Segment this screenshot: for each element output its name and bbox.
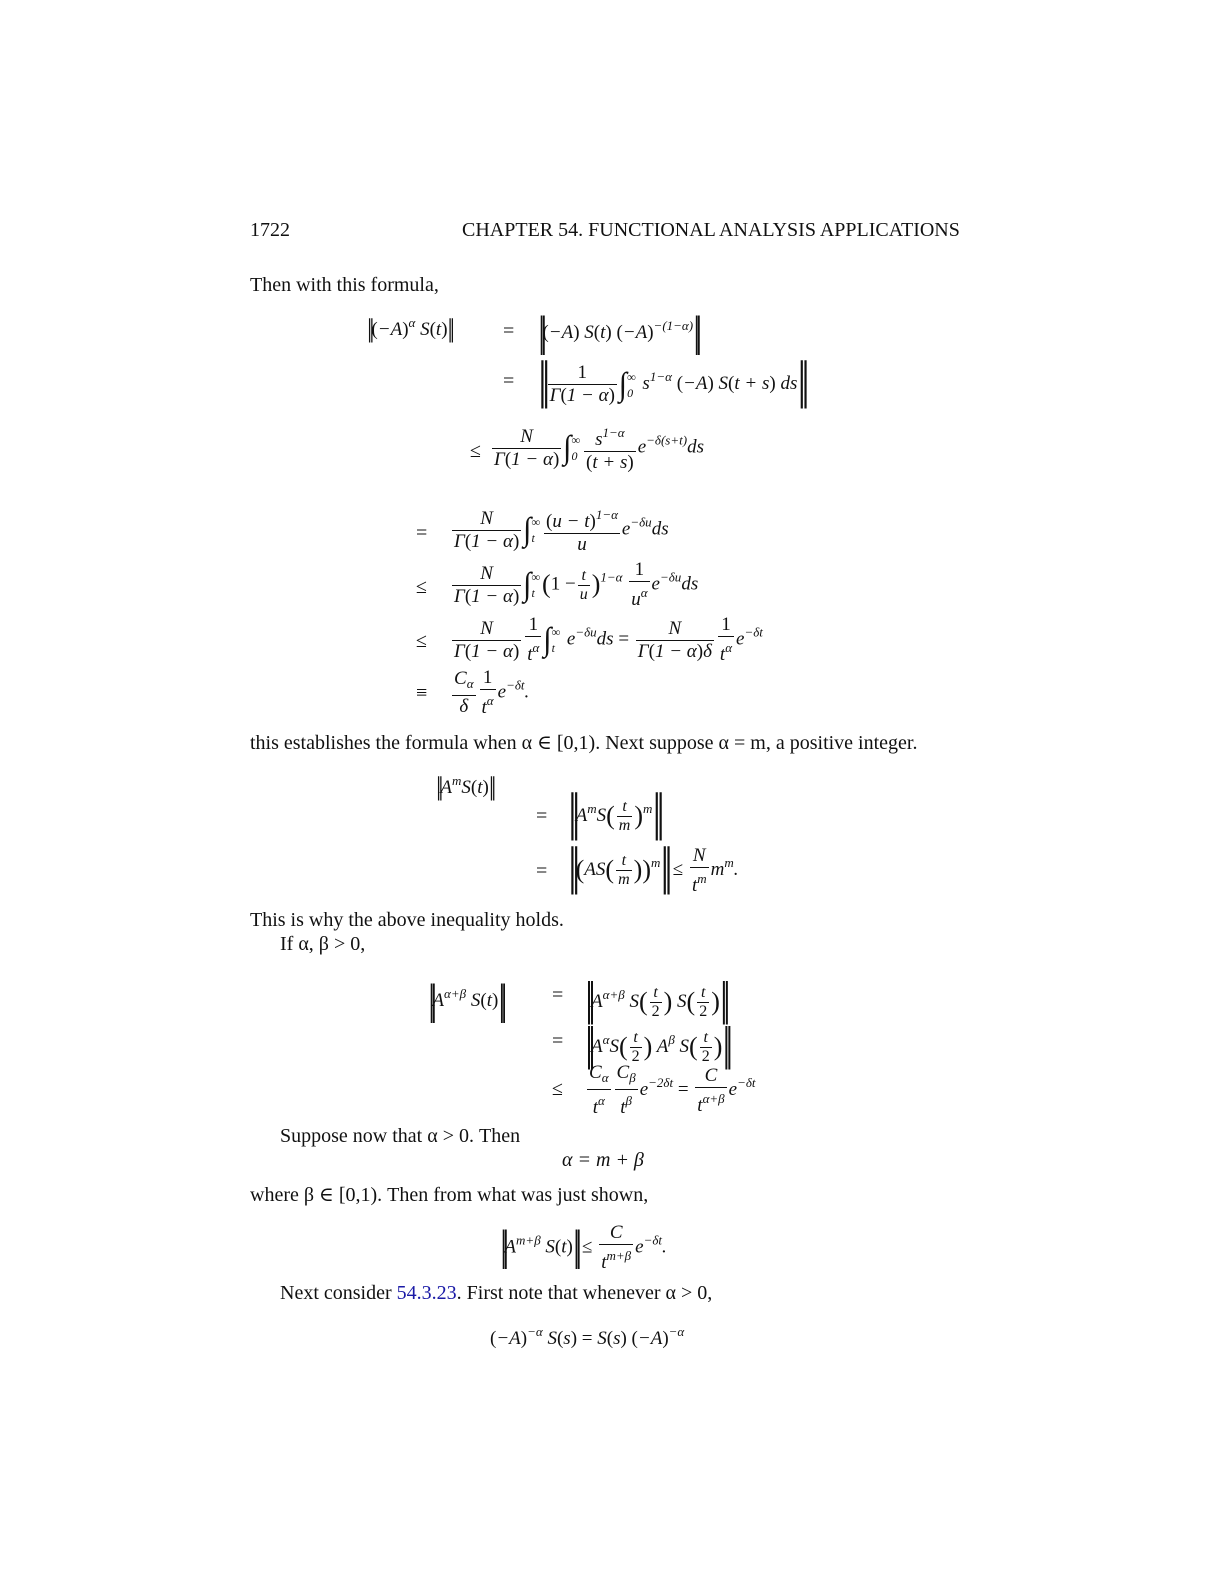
commute-equation: $(-A)^{-\alpha}$ S(s) = S(s) $(-A)^{-\alpha}$ [490, 1324, 685, 1349]
next-consider-pre: Next consider [280, 1282, 397, 1304]
next-consider-text [280, 1282, 712, 1305]
equation-rhs: $\frac{N}{\Gamma(1 - \alpha)}$ ∫ ∞ t (1 − $\frac{t}{u}$ )$^{1-\alpha}$ $\frac{1}{u^\alpha}$ $e^{-\delta u}ds$ [454, 559, 699, 610]
alpha-equation: α = m + β [562, 1149, 644, 1171]
page-number: 1722 [250, 219, 290, 241]
equation-rhs: $\frac{N}{\Gamma(1 - \alpha)}$ $\frac{1}{t^\alpha}$ ∫ ∞ t $e^{-\delta u}ds$ = $\frac{N}{\Gamma(1 - \alpha)\delta}$ $\frac{1}{t^\alpha}$ $e^{-\delta t}$ [454, 614, 763, 665]
next-consider-post: . First note that whenever α > 0, [456, 1282, 713, 1304]
relation-equals: = [552, 1030, 564, 1052]
establishes-text: this establishes the formula when α ∈ [0,1). Next suppose α = m, a positive integer. [250, 732, 918, 754]
relation-leq: ≤ [416, 576, 427, 598]
equation-rhs: $||A^mS$( $\frac{t}{m}$ )$^m$|| [568, 782, 661, 841]
equation-rhs: || $\frac{1}{\Gamma(1 - \alpha)}$ ∫ ∞ 0 $s^{1-\alpha}$ (−A) S(t + s) ds|| [538, 350, 805, 409]
equation-rhs: $||A^\alpha S$( $\frac{t}{2}$ ) $A^\beta$ S( $\frac{t}{2}$ )|| [585, 1016, 729, 1071]
equation-lhs: $||A^{\alpha+\beta}$ S(t)|| [428, 975, 503, 1023]
relation-equiv: ≡ [416, 682, 428, 704]
equation-rhs: $\frac{C_\alpha}{t^\alpha}$ $\frac{C_\beta}{t^\beta}$ $e^{-2\delta t}$ = $\frac{C}{t^{\alpha+\beta}}$ $e^{-\delta t}$ [589, 1062, 756, 1118]
relation-leq: ≤ [552, 1078, 563, 1100]
relation-equals: = [503, 320, 515, 342]
equation-rhs: ||(−A) S(t) $(-A)^{-(1-\alpha)}||$ [538, 307, 698, 355]
equation-rhs: ||(AS( $\frac{t}{m}$ ))$^m$|| ≤ $\frac{N}{t^m}$ $m^m$. [568, 836, 739, 896]
why-text: This is why the above inequality holds. [250, 909, 564, 931]
equation-lhs: $||A^mS(t)||$ [436, 772, 494, 801]
relation-equals: = [552, 984, 564, 1006]
relation-leq: ≤ [416, 630, 427, 652]
equation-rhs: $\frac{N}{\Gamma(1 - \alpha)}$ ∫ ∞ 0 $\frac{s^{1-\alpha}}{(t + s)}$ $e^{-\delta(s+t)}ds$ [490, 422, 704, 474]
equation-block-4: $||A^{m+\beta}$ S(t)|| ≤ $\frac{C}{t^{m+\beta}}$ $e^{-\delta t}$. [500, 1221, 667, 1273]
relation-equals: = [416, 522, 428, 544]
where-beta-text: where β ∈ [0,1). Then from what was just shown, [250, 1184, 649, 1206]
equation-rhs: $\frac{C_\alpha}{\delta}$ $\frac{1}{t^\alpha}$ $e^{-\delta t}$. [454, 667, 530, 718]
intro-text: Then with this formula, [250, 274, 439, 296]
suppose-text: Suppose now that α > 0. Then [280, 1125, 521, 1147]
relation-equals: = [536, 805, 548, 827]
equation-reference-link[interactable]: 54.3.23 [396, 1282, 457, 1304]
relation-equals: = [503, 370, 515, 392]
relation-leq: ≤ [470, 440, 481, 462]
equation-lhs: $||(-A)^\alpha$ S(t)|| [367, 314, 452, 343]
relation-equals: = [536, 860, 548, 882]
if-text: If α, β > 0, [280, 933, 366, 955]
chapter-title: CHAPTER 54. FUNCTIONAL ANALYSIS APPLICATIONS [462, 219, 960, 241]
equation-rhs: $||A^{\alpha+\beta}$ S( $\frac{t}{2}$ ) S( $\frac{t}{2}$ )|| [585, 971, 726, 1026]
equation-rhs: $\frac{N}{\Gamma(1 - \alpha)}$ ∫ ∞ t $\frac{(u - t)^{1-\alpha}}{u}$ $e^{-\delta u}ds$ [450, 504, 669, 556]
